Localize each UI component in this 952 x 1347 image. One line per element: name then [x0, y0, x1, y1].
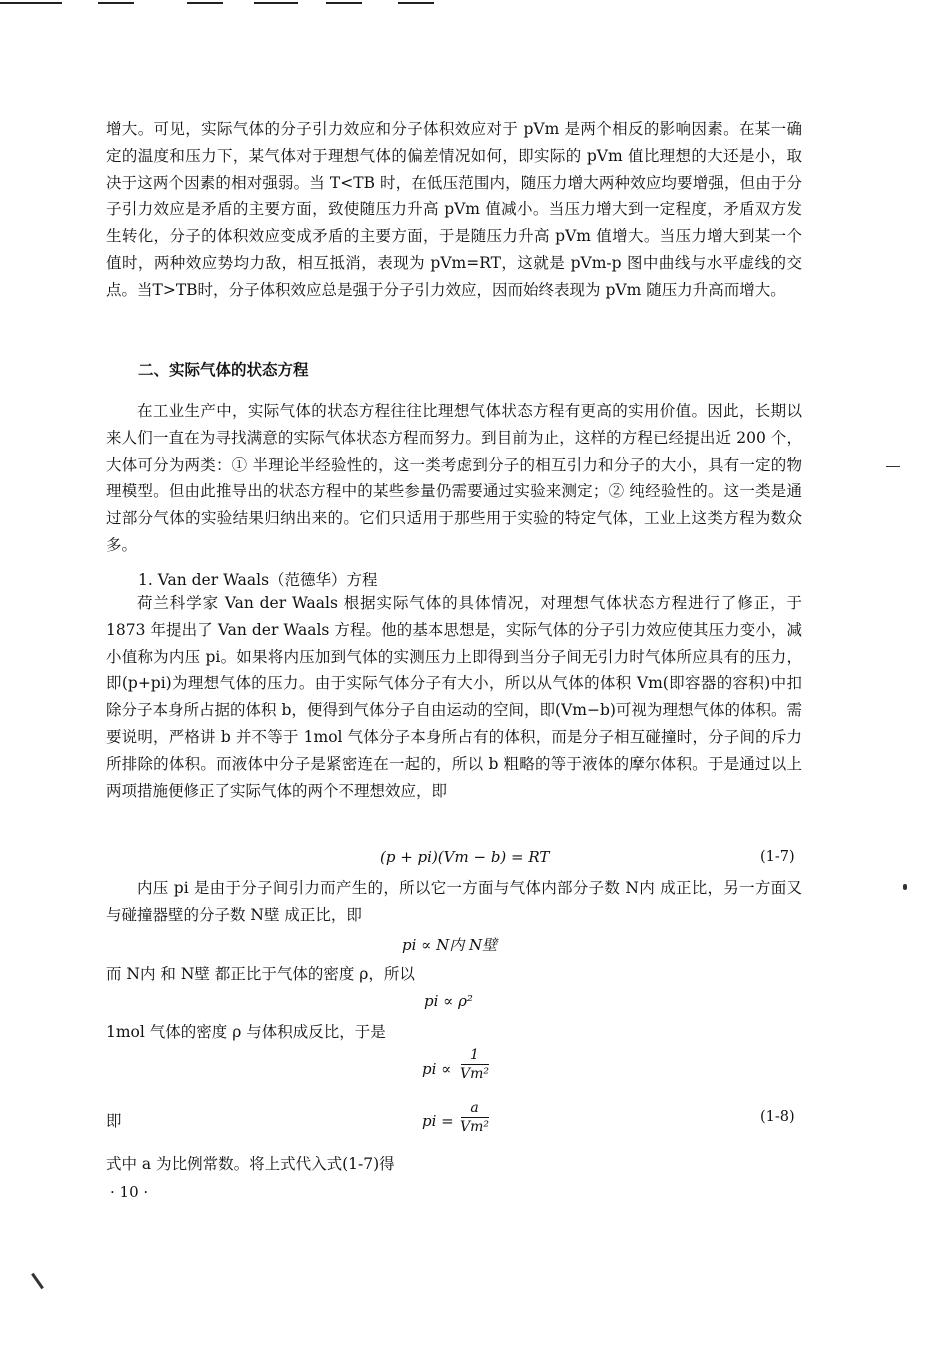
section-heading: 二、实际气体的状态方程	[138, 360, 309, 379]
top-rule-4	[254, 2, 298, 4]
paragraph-deviation: 增大。可见，实际气体的分子引力效应和分子体积效应对于 pVm 是两个相反的影响因素。在某一确定的温度和压力下，某气体对于理想气体的偏差情况如何，即实际的 pVm 值比理想的大还是小，取决于这两个因素的相对强弱。当 T<TB 时，在低压范围内，随压力增大两种效应均要增强，但由于分子引力效应是矛盾的主要方面，致使随压力升高 pVm 值减小。当压力增大到一定程度，矛盾双方发生转化，分子的体积效应变成矛盾的主要方面，于是随压力升高 pVm 值增大。当压力增大到某一个值时，两种效应势均力敌，相互抵消，表现为 pVm=RT，这就是 pVm-p 图中曲线与水平虚线的交点。当T>TB时，分子体积效应总是强于分子引力效应，因而始终表现为 pVm 随压力升高而增大。	[106, 120, 802, 299]
fraction-bar	[461, 1117, 489, 1118]
line-mol: 1mol 气体的密度 ρ 与体积成反比，于是	[106, 1023, 386, 1041]
proportion-density: pi ∝ ρ²	[424, 992, 473, 1010]
scan-mark-dot	[903, 884, 907, 890]
scan-mark-dash	[886, 466, 900, 467]
proportion-volume-fraction	[460, 1047, 489, 1082]
top-rule-6	[398, 2, 434, 4]
label-ji: 即	[106, 1112, 122, 1130]
paragraph-van-der-waals: 荷兰科学家 Van der Waals 根据实际气体的具体情况，对理想气体状态方程进行了修正，于 1873 年提出了 Van der Waals 方程。他的基本思想是，实际气体的分子引力效应使其压力变小，减小值称为内压 pi。如果将内压加到气体的实测压力上即得到当分子间无引力时气体所应具有的压力，即(p+pi)为理想气体的压力。由于实际气体分子有大小，所以从气体的体积 Vm(即容器的容积)中扣除分子本身所占据的体积 b，便得到气体分子自由运动的空间，即(Vm−b)可视为理想气体的体积。需要说明，严格讲 b 并不等于 1mol 气体分子本身所占有的体积，而是分子相互碰撞时，分子间的斥力所排除的体积。而液体中分子是紧密连在一起的，所以 b 粗略的等于液体的摩尔体积。于是通过以上两项措施便修正了实际气体的两个不理想效应，即	[106, 594, 802, 800]
top-rule-2	[98, 2, 134, 4]
top-rule-3	[187, 2, 223, 4]
paragraph-state-equations: 在工业生产中，实际气体的状态方程往往比理想气体状态方程有更高的实用价值。因此，长期以来人们一直在为寻找满意的实际气体状态方程而努力。到目前为止，这样的方程已经提出近 200 个，大体可分为两类：① 半理论半经验性的，这一类考虑到分子的相互引力和分子的大小，具有一定的物理模型。但由此推导出的状态方程中的某些参量仍需要通过实验来测定；② 纯经验性的。这一类是通过部分气体的实验结果归纳出来的。它们只适用于那些用于实验的特定气体，工业上这类方程为数众多。	[106, 402, 802, 554]
top-rule-5	[326, 2, 362, 4]
paragraph-internal-pressure: 内压 pi 是由于分子间引力而产生的，所以它一方面与气体内部分子数 N内 成正比，另一方面又与碰撞器壁的分子数 N壁 成正比，即	[106, 879, 802, 924]
page-number: · 10 ·	[110, 1183, 149, 1201]
fraction-numerator: a	[470, 1100, 479, 1116]
fraction-numerator: 1	[470, 1047, 479, 1063]
line-substitute: 式中 a 为比例常数。将上式代入式(1-7)得	[106, 1155, 395, 1173]
equation-number-1-7: (1-7)	[760, 849, 795, 865]
equation-1-7: (p + pi)(Vm − b) = RT	[380, 848, 550, 866]
proportion-volume-lhs: pi ∝	[422, 1060, 452, 1078]
line-density: 而 N内 和 N壁 都正比于气体的密度 ρ，所以	[106, 965, 415, 983]
proportion-n: pi ∝ N内 N壁	[402, 936, 498, 954]
subsection-heading: 1. Van der Waals（范德华）方程	[138, 571, 378, 589]
top-rule-1	[0, 2, 62, 4]
equation-1-8-lhs: pi =	[422, 1112, 454, 1130]
fraction-bar	[461, 1064, 489, 1065]
fraction-denominator: Vm²	[460, 1066, 489, 1083]
fraction-denominator: Vm²	[460, 1119, 489, 1136]
equation-1-8-fraction	[460, 1100, 489, 1135]
equation-number-1-8: (1-8)	[760, 1109, 795, 1125]
scan-mark-stroke	[31, 1273, 44, 1289]
